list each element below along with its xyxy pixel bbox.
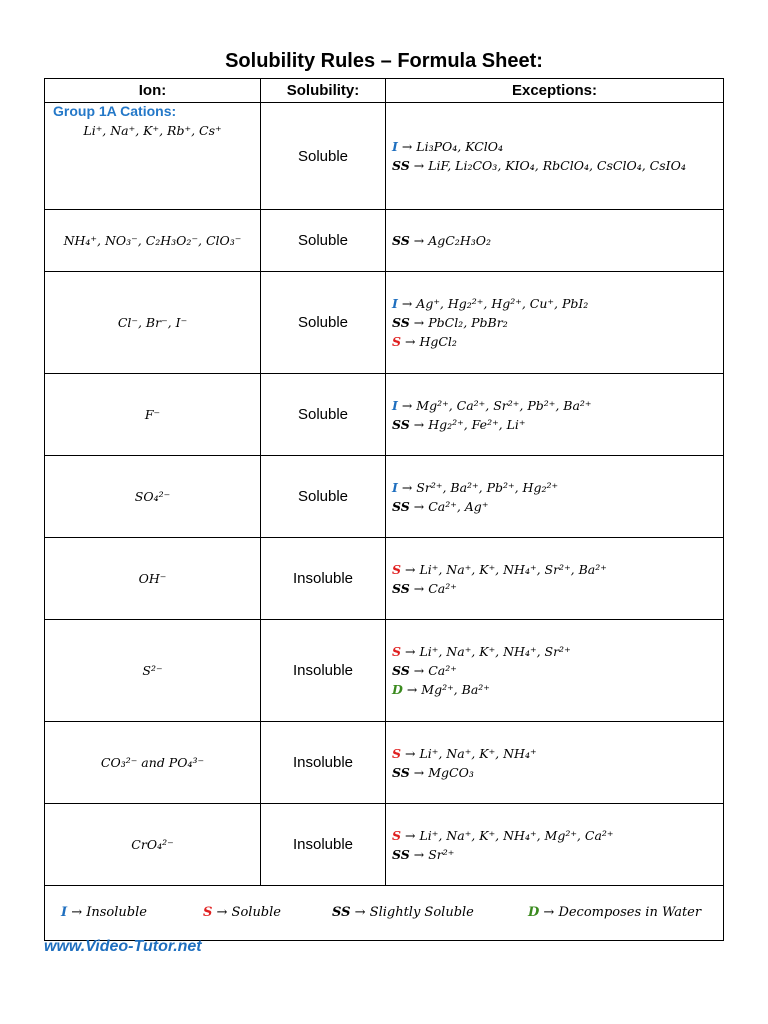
insoluble-tag: I: [61, 905, 68, 920]
ion-cell: CO₃²⁻ and PO₄³⁻: [45, 722, 261, 804]
exceptions-cell: [386, 722, 724, 804]
ion-cell: S²⁻: [45, 620, 261, 722]
exception-line: [392, 680, 723, 699]
exception-text: → Sr²⁺: [413, 846, 455, 862]
exceptions-cell: [386, 374, 724, 456]
exception-text: → Mg²⁺, Ba²⁺: [406, 682, 490, 697]
group-label: Group 1A Cations:: [53, 103, 177, 119]
exception-line: [392, 845, 723, 864]
solubility-cell: Soluble: [261, 272, 386, 374]
soluble-tag: S: [392, 334, 402, 349]
exception-line: [392, 396, 723, 415]
solubility-table: [44, 78, 724, 941]
legend-item-decomposes: [528, 905, 701, 920]
solubility-cell: Soluble: [261, 210, 386, 272]
legend: [45, 886, 724, 941]
soluble-tag: S: [203, 905, 213, 920]
slightly-soluble-tag: SS: [392, 764, 410, 780]
ion-cell: [45, 103, 261, 210]
table-row: [45, 804, 724, 886]
exceptions-cell: [386, 538, 724, 620]
legend-text: → Insoluble: [67, 905, 147, 920]
exception-line: [392, 313, 723, 332]
insoluble-tag: I: [392, 296, 398, 311]
slightly-soluble-tag: SS: [392, 846, 410, 862]
exception-line: [392, 763, 723, 782]
exception-line: [392, 579, 723, 598]
table-row: [45, 620, 724, 722]
ion-cell: Cl⁻, Br⁻, I⁻: [45, 272, 261, 374]
slightly-soluble-tag: SS: [392, 416, 410, 432]
exception-text: → Mg²⁺, Ca²⁺, Sr²⁺, Pb²⁺, Ba²⁺: [401, 397, 592, 413]
soluble-tag: S: [392, 827, 402, 843]
slightly-soluble-tag: SS: [392, 233, 410, 248]
exception-text: → Li⁺, Na⁺, K⁺, NH₄⁺, Mg²⁺, Ca²⁺: [405, 827, 614, 843]
exception-line: [392, 332, 723, 351]
exceptions-cell: [386, 103, 724, 210]
slightly-soluble-tag: SS: [332, 905, 351, 920]
table-row: [45, 456, 724, 538]
header-ion: Ion:: [45, 79, 261, 103]
exception-text: → Ca²⁺: [413, 663, 457, 678]
legend-item-soluble: [203, 905, 281, 920]
slightly-soluble-tag: SS: [392, 663, 410, 678]
legend-text: → Soluble: [212, 905, 281, 920]
exception-text: → AgC₂H₃O₂: [413, 233, 491, 248]
table-row: [45, 722, 724, 804]
exception-text: → PbCl₂, PbBr₂: [413, 315, 508, 330]
exception-line: [392, 156, 723, 175]
exception-line: [392, 826, 723, 845]
ion-cell: SO₄²⁻: [45, 456, 261, 538]
solubility-cell: Insoluble: [261, 538, 386, 620]
ion-cell: OH⁻: [45, 538, 261, 620]
exceptions-cell: [386, 620, 724, 722]
decomposes-tag: D: [392, 682, 403, 697]
exception-line: [392, 642, 723, 661]
exception-text: → Ag⁺, Hg₂²⁺, Hg²⁺, Cu⁺, PbI₂: [401, 296, 589, 311]
exception-text: → Li⁺, Na⁺, K⁺, NH₄⁺: [405, 745, 537, 761]
header-solubility: Solubility:: [261, 79, 386, 103]
table-header-row: [45, 79, 724, 103]
legend-item-slightly-soluble: [332, 905, 474, 920]
exceptions-cell: [386, 272, 724, 374]
insoluble-tag: I: [392, 139, 398, 154]
exception-line: [392, 478, 723, 497]
ion-formula: Li⁺, Na⁺, K⁺, Rb⁺, Cs⁺: [83, 123, 222, 138]
exception-line: [392, 744, 723, 763]
exception-line: [392, 560, 723, 579]
exceptions-cell: [386, 210, 724, 272]
legend-text: → Decomposes in Water: [539, 905, 702, 920]
soluble-tag: S: [392, 644, 402, 659]
solubility-cell: Insoluble: [261, 804, 386, 886]
table-row: [45, 210, 724, 272]
exception-text: → Ca²⁺, Ag⁺: [413, 498, 489, 514]
exception-text: → LiF, Li₂CO₃, KIO₄, RbClO₄, CsClO₄, CsIO₄: [413, 158, 686, 173]
table-row: [45, 374, 724, 456]
ion-cell: F⁻: [45, 374, 261, 456]
solubility-cell: Soluble: [261, 456, 386, 538]
page-title: Solubility Rules – Formula Sheet:: [225, 50, 543, 72]
exception-text: → Li⁺, Na⁺, K⁺, NH₄⁺, Sr²⁺, Ba²⁺: [405, 561, 607, 577]
exception-text: → Ca²⁺: [413, 580, 457, 596]
exception-line: [392, 497, 723, 516]
legend-item-insoluble: [61, 905, 147, 920]
table-row: [45, 272, 724, 374]
soluble-tag: S: [392, 745, 402, 761]
exception-line: [392, 231, 723, 250]
exception-text: → Li⁺, Na⁺, K⁺, NH₄⁺, Sr²⁺: [405, 644, 571, 659]
slightly-soluble-tag: SS: [392, 498, 410, 514]
insoluble-tag: I: [392, 397, 398, 413]
decomposes-tag: D: [528, 905, 540, 920]
solubility-cell: Insoluble: [261, 722, 386, 804]
insoluble-tag: I: [392, 479, 398, 495]
soluble-tag: S: [392, 561, 402, 577]
solubility-cell: Insoluble: [261, 620, 386, 722]
website-link[interactable]: www.Video-Tutor.net: [44, 938, 202, 955]
table-row: [45, 538, 724, 620]
exception-line: [392, 661, 723, 680]
ion-cell: NH₄⁺, NO₃⁻, C₂H₃O₂⁻, ClO₃⁻: [45, 210, 261, 272]
legend-row: [45, 886, 724, 941]
legend-text: → Slightly Soluble: [350, 905, 474, 920]
exception-line: [392, 294, 723, 313]
exception-text: → Sr²⁺, Ba²⁺, Pb²⁺, Hg₂²⁺: [401, 479, 559, 495]
exception-line: [392, 137, 723, 156]
slightly-soluble-tag: SS: [392, 315, 410, 330]
slightly-soluble-tag: SS: [392, 158, 410, 173]
exception-line: [392, 415, 723, 434]
solubility-cell: Soluble: [261, 374, 386, 456]
exception-text: → MgCO₃: [413, 764, 474, 780]
solubility-cell: Soluble: [261, 103, 386, 210]
exception-text: → HgCl₂: [405, 334, 457, 349]
exception-text: → Hg₂²⁺, Fe²⁺, Li⁺: [413, 416, 526, 432]
header-exceptions: Exceptions:: [386, 79, 724, 103]
slightly-soluble-tag: SS: [392, 580, 410, 596]
table-row: [45, 103, 724, 210]
exceptions-cell: [386, 804, 724, 886]
exceptions-cell: [386, 456, 724, 538]
ion-cell: CrO₄²⁻: [45, 804, 261, 886]
exception-text: → Li₃PO₄, KClO₄: [401, 139, 504, 154]
